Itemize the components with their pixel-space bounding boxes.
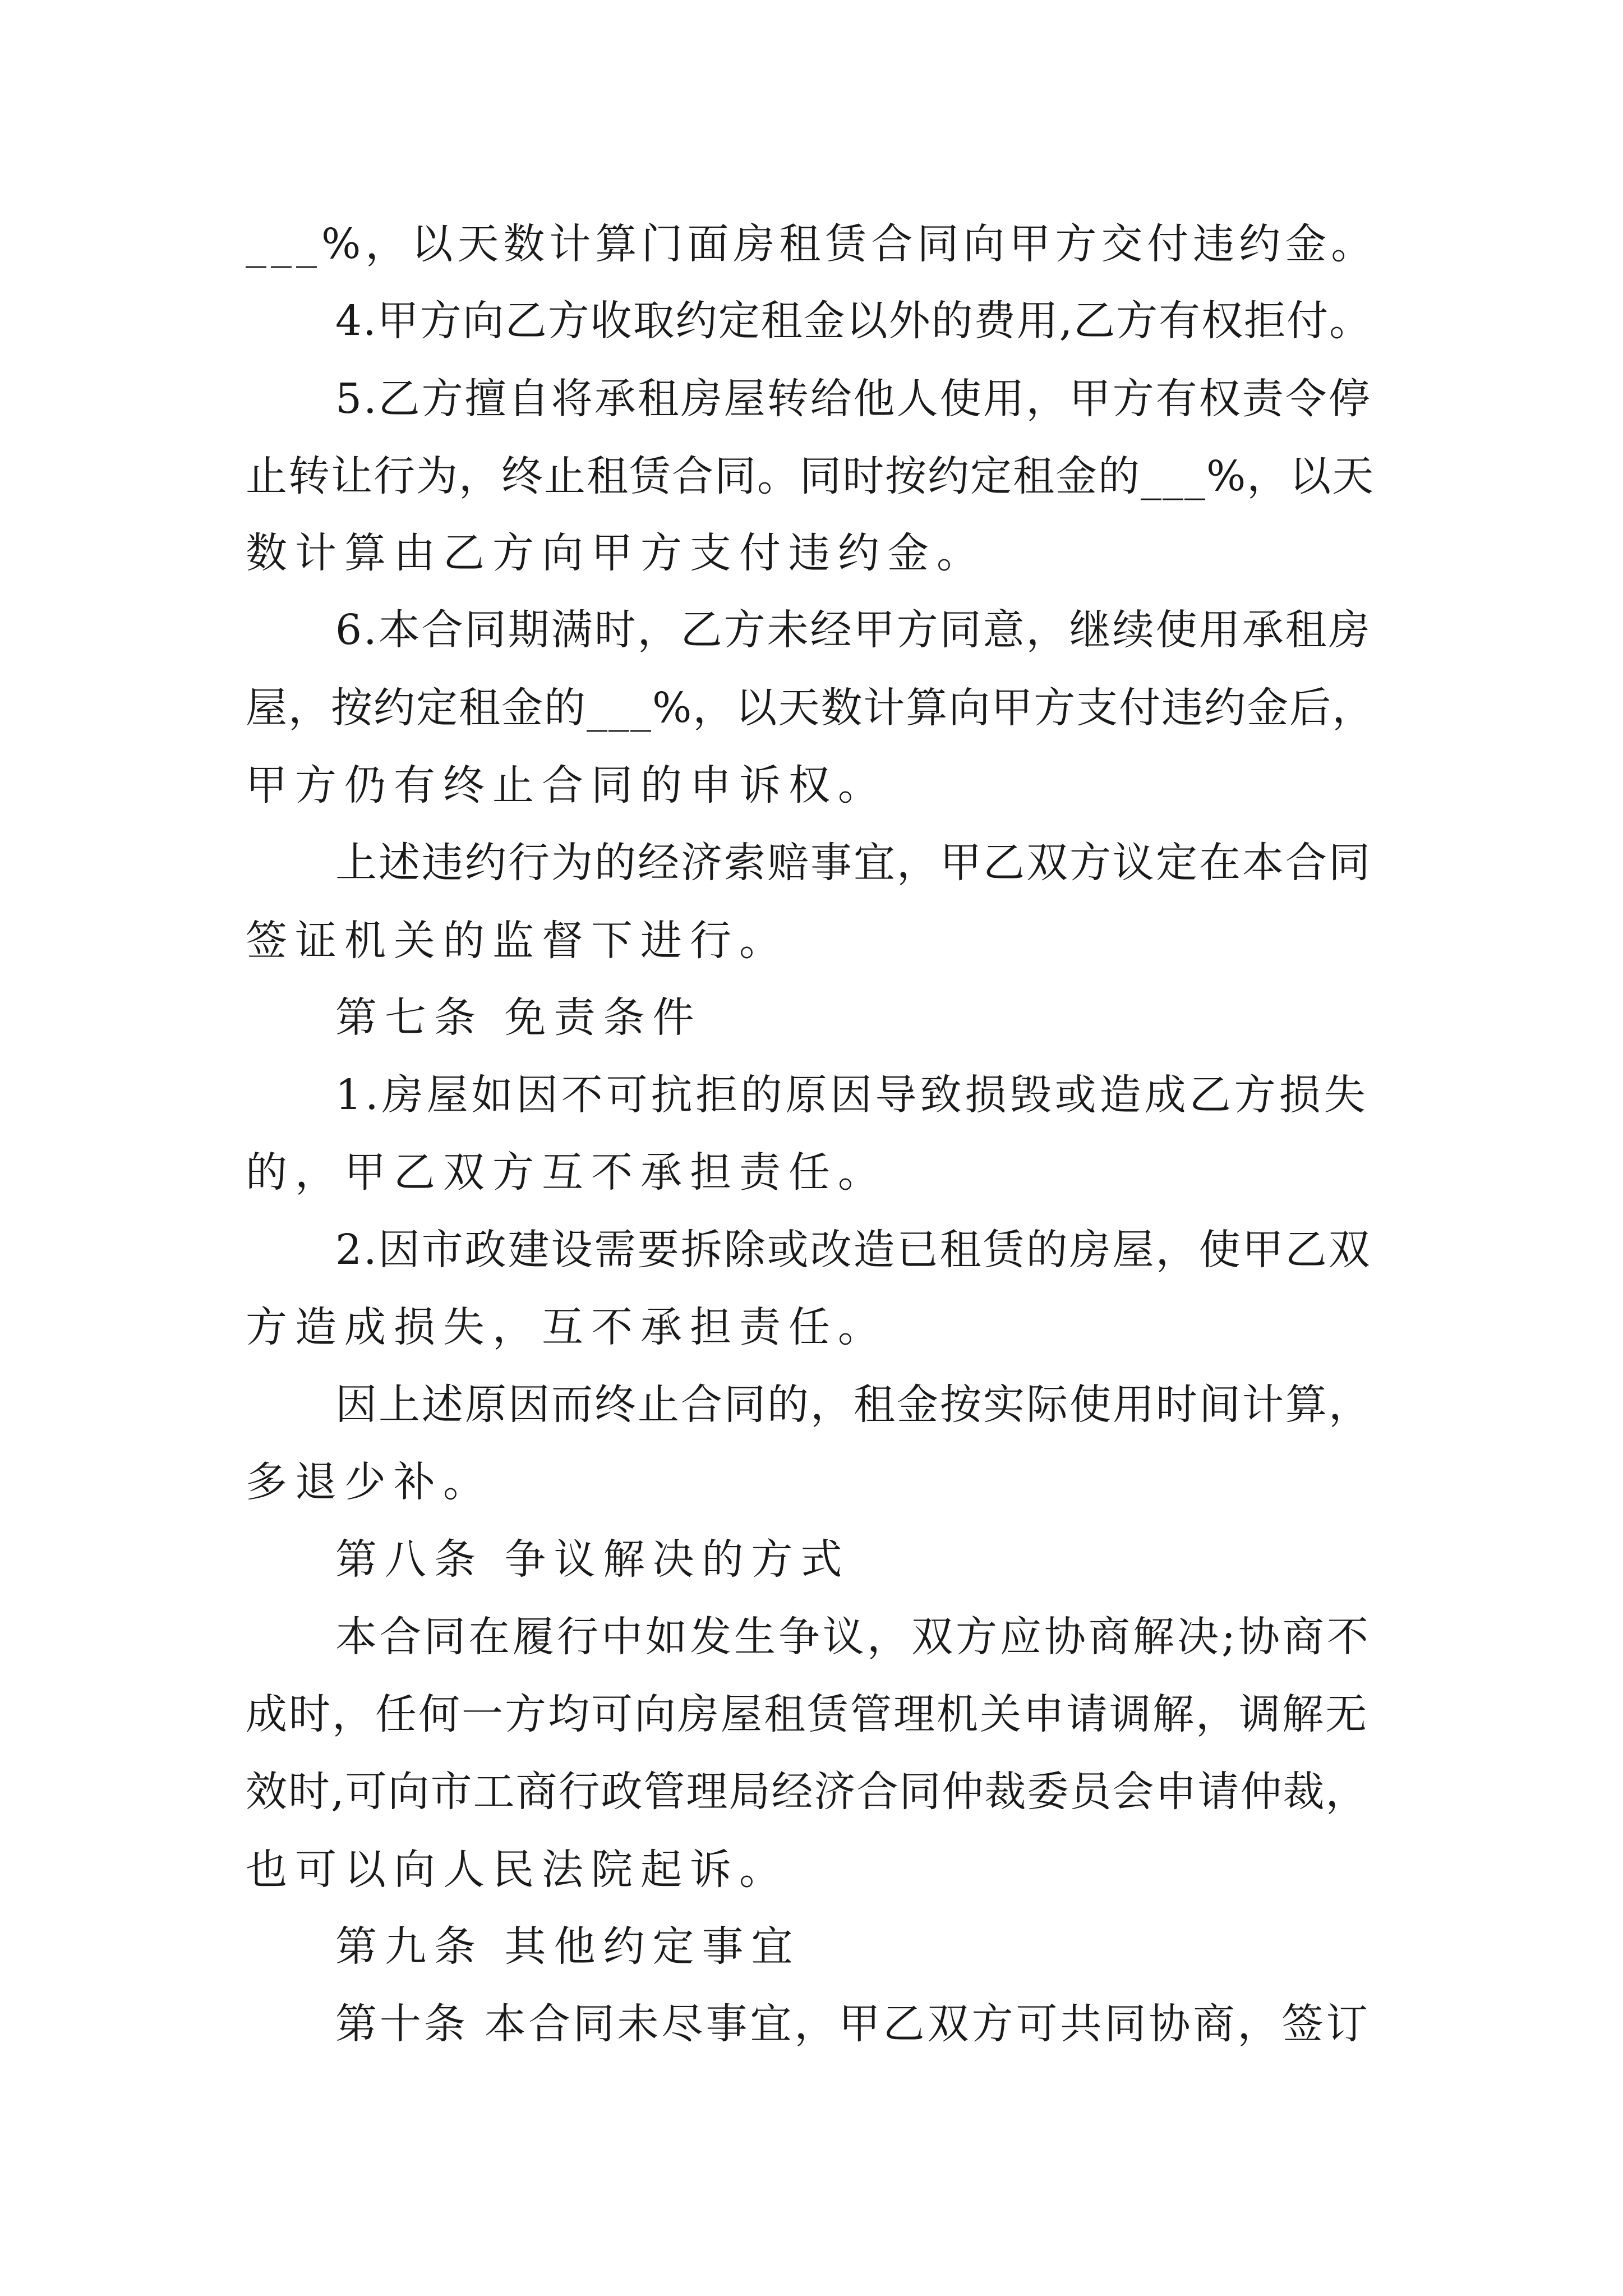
text-line: 也可以向人民法院起诉。 <box>246 1846 789 1894</box>
text-line: ___%，以天数计算门面房租赁合同向甲方交付违约金。 <box>246 220 1377 268</box>
text-line: 多退少补。 <box>246 1458 492 1506</box>
text-line: 6.本合同期满时，乙方未经甲方同意，继续使用承租房 <box>335 606 1372 654</box>
text-line: 2.因市政建设需要拆除或改造已租赁的房屋，使甲乙双 <box>335 1226 1372 1274</box>
text-line: 方造成损失，互不承担责任。 <box>246 1303 887 1351</box>
text-line: 效时,可向市工商行政管理局经济合同仲裁委员会申请仲裁， <box>246 1768 1368 1816</box>
text-line: 甲方仍有终止合同的申诉权。 <box>246 761 887 809</box>
text-line: 因上述原因而终止合同的，租金按实际使用时间计算， <box>335 1381 1372 1429</box>
text-line: 屋，按约定租金的___%，以天数计算向甲方支付违约金后， <box>246 684 1375 732</box>
section-heading: 第八条 争议解决的方式 <box>335 1535 850 1584</box>
text-line: 成时，任何一方均可向房屋租赁管理机关申请调解，调解无 <box>246 1690 1368 1738</box>
text-line: 止转让行为，终止租赁合同。同时按约定租金的___%，以天 <box>246 452 1375 500</box>
text-line: 4.甲方向乙方收取约定租金以外的费用,乙方有权拒付。 <box>335 297 1372 345</box>
text-line: 5.乙方擅自将承租房屋转给他人使用，甲方有权责令停 <box>335 375 1372 423</box>
text-line: 上述违约行为的经济索赔事宜，甲乙双方议定在本合同 <box>335 839 1372 887</box>
text-line: 签证机关的监督下进行。 <box>246 917 789 965</box>
text-line: 的，甲乙双方互不承担责任。 <box>246 1148 887 1197</box>
section-heading: 第十条 本合同未尽事宜，甲乙双方可共同协商，签订 <box>335 2000 1371 2048</box>
text-line: 数计算由乙方向甲方支付违约金。 <box>246 529 986 577</box>
text-line: 1.房屋如因不可抗拒的原因导致损毁或造成乙方损失 <box>335 1071 1369 1119</box>
text-line: 本合同在履行中如发生争议，双方应协商解决;协商不 <box>335 1613 1371 1661</box>
section-heading: 第七条 免责条件 <box>335 993 702 1042</box>
section-heading: 第九条 其他约定事宜 <box>335 1922 801 1971</box>
